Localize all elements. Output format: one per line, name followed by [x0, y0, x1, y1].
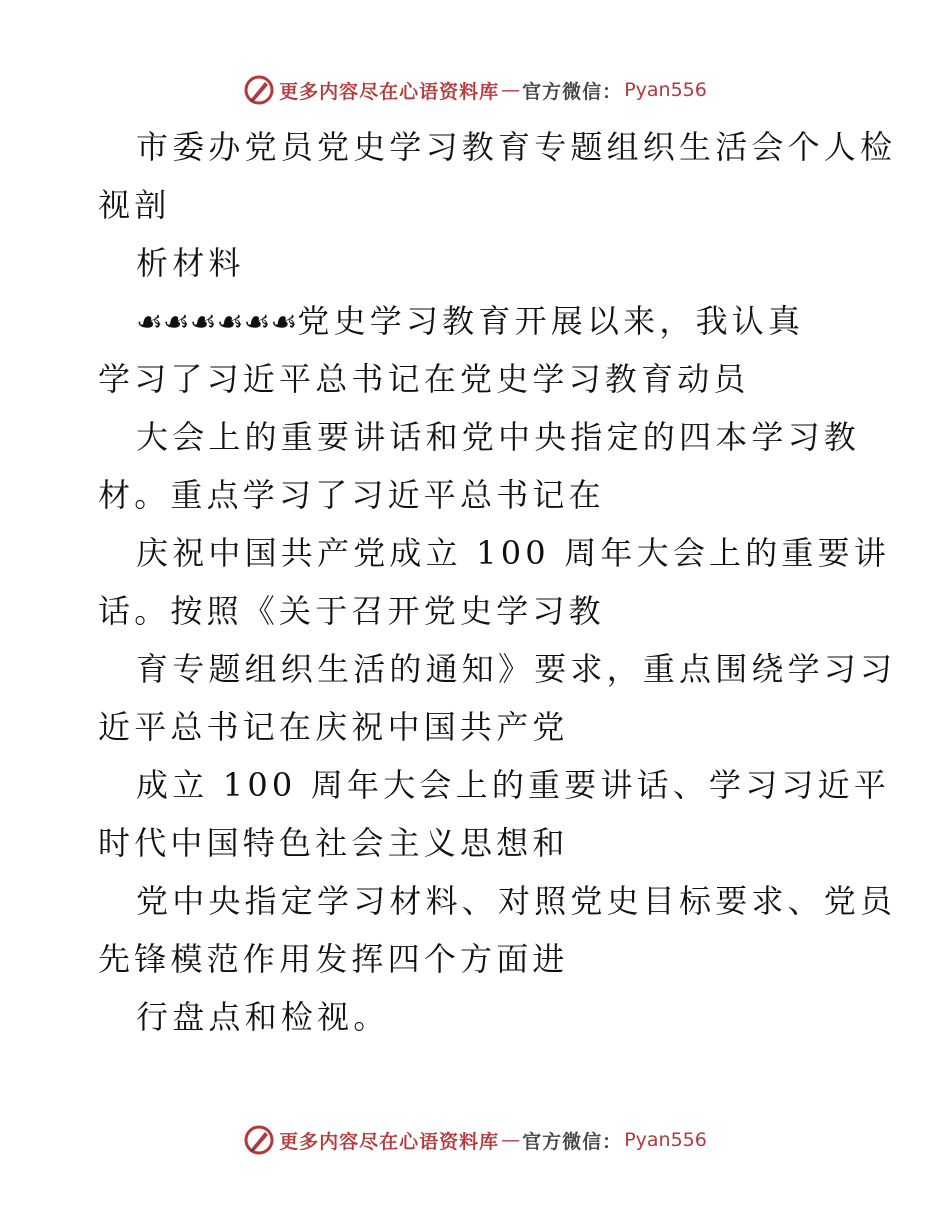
watermark-wechat-id: Pyan556 — [624, 1129, 707, 1151]
watermark-wechat-id: Pyan556 — [624, 79, 707, 101]
watermark-subtitle: 官方微信： — [522, 80, 623, 103]
header-watermark — [0, 70, 950, 110]
paragraph-line: 话。按照《关于召开党史学习教 — [98, 592, 605, 630]
title-line-3: 析材料 — [136, 244, 245, 282]
paragraph-line: 育专题组织生活的通知》要求，重点围绕学习习 — [136, 650, 897, 688]
paragraph-line: 大会上的重要讲话和党中央指定的四本学习教 — [136, 418, 861, 456]
paragraph-line: 成立 100 周年大会上的重要讲话、学习习近平 — [136, 766, 891, 804]
watermark-title: 更多内容尽在心语资料库 — [279, 80, 500, 103]
pen-logo-icon — [243, 74, 275, 106]
watermark-subtitle: 官方微信： — [522, 1130, 623, 1153]
pen-logo-icon — [243, 1124, 275, 1156]
footer-watermark — [0, 1120, 950, 1160]
watermark-title: 更多内容尽在心语资料库 — [279, 1130, 500, 1153]
paragraph-line: 先锋模范作用发挥四个方面进 — [98, 940, 569, 978]
ornament-glyphs: ☙☙☙☙☙☙ — [136, 305, 298, 340]
watermark-dash: — — [501, 1129, 521, 1151]
paragraph-line: 行盘点和检视。 — [136, 998, 390, 1036]
paragraph-line: 材。重点学习了习近平总书记在 — [98, 476, 605, 514]
document-body — [98, 118, 897, 1046]
paragraph-line: 时代中国特色社会主义思想和 — [98, 824, 569, 862]
watermark-dash: — — [501, 79, 521, 101]
paragraph-line: 党中央指定学习材料、对照党史目标要求、党员 — [136, 882, 897, 920]
title-line-1: 市委办党员党史学习教育专题组织生活会个人检 — [136, 128, 897, 166]
paragraph-line-text: 党史学习教育开展以来，我认真 — [297, 302, 805, 340]
paragraph-line: 近平总书记在庆祝中国共产党 — [98, 708, 569, 746]
title-line-2: 视剖 — [98, 186, 171, 224]
paragraph-line — [98, 292, 858, 350]
paragraph-line: 庆祝中国共产党成立 100 周年大会上的重要讲 — [136, 534, 891, 572]
paragraph-line: 学习了习近平总书记在党史学习教育动员 — [98, 360, 750, 398]
